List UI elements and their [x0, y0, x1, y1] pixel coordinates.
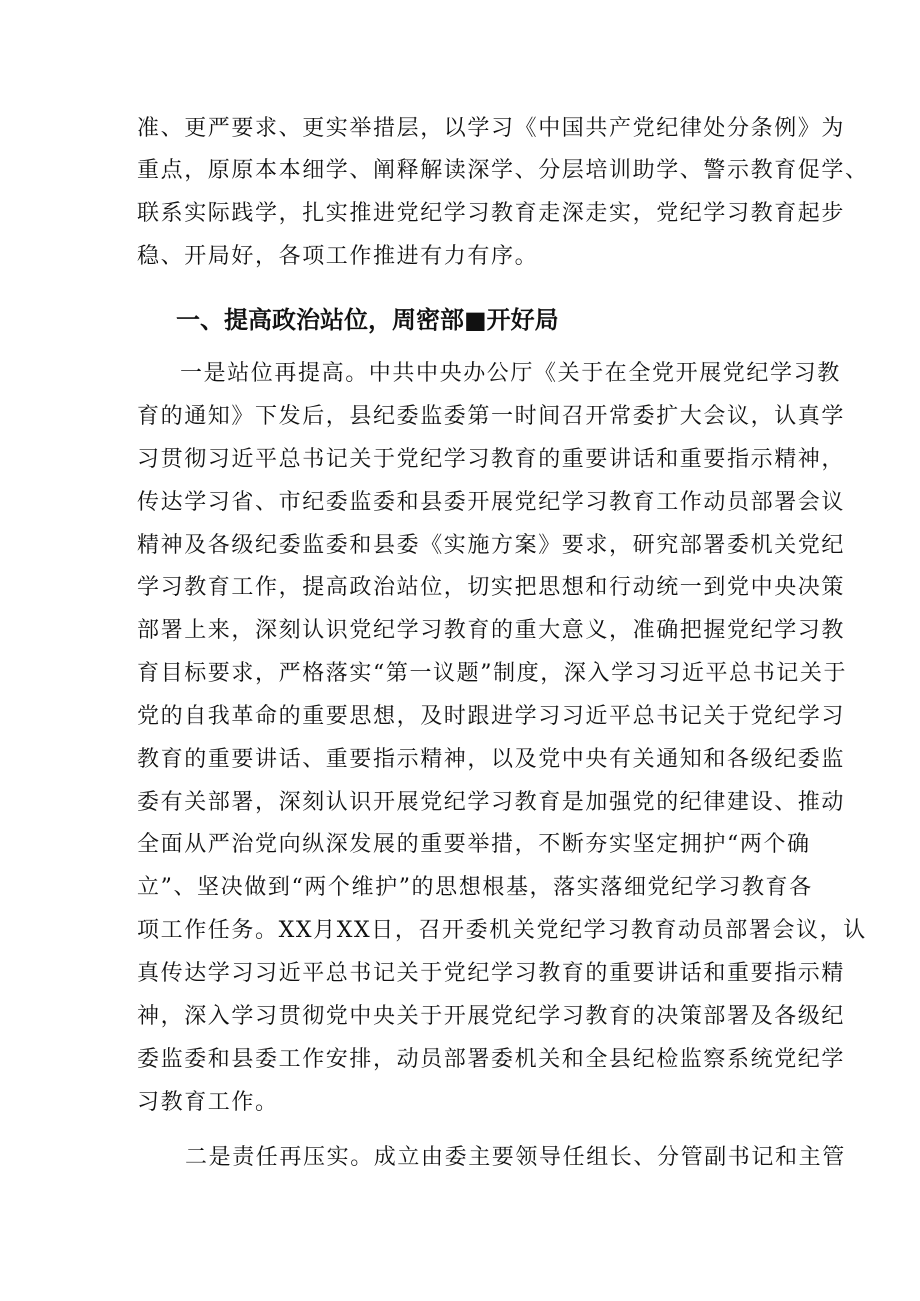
section1-line-1: 一是站位再提高。中共中央办公厅《关于在全党开展党纪学习教 — [180, 361, 841, 386]
section2-line-1: 二是责任再压实。成立由委主要领导任组长、分管副书记和主管 — [185, 1145, 846, 1170]
section1-line-15: 真传达学习习近平总书记关于党纪学习教育的重要讲话和重要指示精 — [137, 961, 846, 986]
section-heading: 一、提高政治站位，周密部■开好局 — [176, 306, 559, 334]
section1-line-6: 学习教育工作，提高政治站位，切实把思想和行动统一到党中央决策 — [137, 575, 846, 600]
section1-line-11: 委有关部署，深刻认识开展党纪学习教育是加强党的纪律建设、推动 — [137, 790, 846, 815]
section1-line-5: 精神及各级纪委监委和县委《实施方案》要求，研究部署委机关党纪 — [137, 533, 846, 558]
section1-line-18: 习教育工作。 — [137, 1090, 279, 1115]
section1-line-10: 教育的重要讲话、重要指示精神，以及党中央有关通知和各级纪委监 — [137, 747, 846, 772]
section1-line-17: 委监委和县委工作安排，动员部署委机关和全县纪检监察系统党纪学 — [137, 1047, 846, 1072]
intro-line-3: 联系实际践学，扎实推进党纪学习教育走深走实，党纪学习教育起步 — [137, 201, 846, 226]
intro-line-4: 稳、开局好，各项工作推进有力有序。 — [137, 244, 539, 269]
section1-line-14: 项工作任务。XX月XX日，召开委机关党纪学习教育动员部署会议，认 — [137, 918, 867, 943]
section1-line-2: 育的通知》下发后，县纪委监委第一时间召开常委扩大会议，认真学 — [137, 404, 846, 429]
intro-line-1: 准、更严要求、更实举措层，以学习《中国共产党纪律处分条例》为 — [137, 116, 846, 141]
section1-line-12: 全面从严治党向纵深发展的重要举措，不断夯实坚定拥护“两个确 — [137, 832, 811, 857]
section1-line-13: 立”、坚决做到“两个维护”的思想根基，落实落细党纪学习教育各 — [137, 875, 813, 900]
section1-line-16: 神，深入学习贯彻党中央关于开展党纪学习教育的决策部署及各级纪 — [137, 1004, 846, 1029]
section1-line-3: 习贯彻习近平总书记关于党纪学习教育的重要讲话和重要指示精神， — [137, 447, 846, 472]
section1-line-8: 育目标要求，严格落实“第一议题”制度，深入学习习近平总书记关于 — [137, 661, 848, 686]
intro-line-2: 重点，原原本本细学、阐释解读深学、分层培训助学、警示教育促学、 — [137, 158, 869, 183]
section1-line-9: 党的自我革命的重要思想，及时跟进学习习近平总书记关于党纪学习 — [137, 704, 846, 729]
section1-line-7: 部署上来，深刻认识党纪学习教育的重大意义，准确把握党纪学习教 — [137, 618, 846, 643]
section1-line-4: 传达学习省、市纪委监委和县委开展党纪学习教育工作动员部署会议 — [137, 490, 846, 515]
